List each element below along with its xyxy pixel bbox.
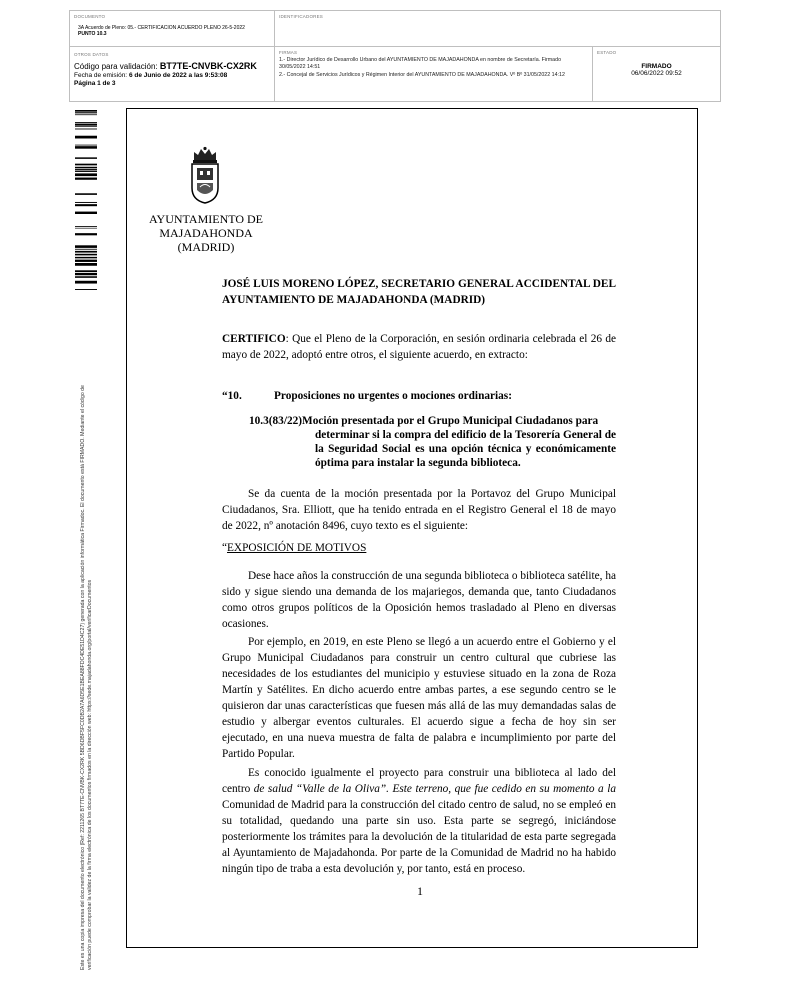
certifico-label: CERTIFICO [222, 333, 286, 345]
letterhead [140, 212, 272, 254]
page-number: 1 [417, 884, 423, 898]
side-note-line-2: verificación puede comprobar la validez de la firma electrónica de los documentos firmados en la dirección web: https://sede.majadahonda.org/portal/verificarDocumentos [87, 579, 93, 970]
identificadores-cell [275, 11, 720, 47]
paragraph-1: Se da cuenta de la moción presentada por la Portavoz del Grupo Municipal Ciudadanos, Sra. Elliott, que ha tenido entrada en el Registro General el 18 de mayo de 2022, nº anotación 8496, cuyo texto es el siguiente: [222, 488, 616, 532]
barcode-image [75, 110, 97, 290]
verification-side-note [80, 290, 94, 970]
identificadores-label: IDENTIFICADORES [279, 14, 324, 19]
status-badge: FIRMADO [641, 63, 672, 70]
motion-title-first: Moción presentada por el Grupo Municipal Ciudadanos para [302, 415, 599, 427]
certifico-text: : Que el Pleno de la Corporación, en sesión ordinaria celebrada el 26 de mayo de 2022, adoptó entre otros, el siguiente acuerdo, en extracto: [222, 333, 616, 361]
paragraph-3: Por ejemplo, en 2019, en este Pleno se llegó a un acuerdo entre el Gobierno y el Grupo Municipal Ciudadanos para construir un centro cultural que cubriese las necesidades de los estudiantes del municipio y estuviese situado en la zona de Roza Martín y Satélites. En dicho acuerdo entre ambas partes, a ese segundo centro se le quisieron dar unas características que fuesen más allá de las muy demandadas salas de estudio y albergar eventos culturales. El acuerdo sigue a fecha de hoy sin ser ejecutado, en una nueva muestra de falta de palabra e incumplimiento por parte del Partido Popular. [222, 636, 616, 760]
paragraph-2: Dese hace años la construcción de una segunda biblioteca o biblioteca satélite, ha sido y sigue siendo una demanda de los majariegos, demanda que, tanto Ciudadanos como otros grupos políticos de la Oposición hemos trasladado al Pleno en diversas ocasiones. [222, 570, 616, 630]
certifico-paragraph [222, 331, 616, 363]
motion-heading [249, 414, 616, 470]
motion-number: 10.3(83/22) [249, 415, 303, 427]
certifier-title: JOSÉ LUIS MORENO LÓPEZ, SECRETARIO GENERAL ACCIDENTAL DEL AYUNTAMIENTO DE MAJADAHONDA (MADRID) [222, 278, 616, 306]
documento-label: DOCUMENTO [74, 14, 106, 19]
signature-2: 2.- Concejal de Servicios Jurídicos y Régimen Interior del AYUNTAMIENTO DE MAJADAHONDA. Vº Bº 31/05/2022 14:12 [279, 72, 565, 79]
side-note-line-1: Este es una copia impresa del documento electrónico (Ref: 2211265 BT7TE-CNVBK-CX2RK 5BD6DBF5FC0DB2A7A6D5E1BEA88FDC4DE51D4C27) generada con la aplicación informática Firmadoc. El documento está FIRMADO. Mediante el código de [80, 385, 86, 970]
emission-date-label: Fecha de emisión: [74, 72, 128, 79]
coat-of-arms-logo [188, 146, 222, 204]
documento-description: 3A Acuerdo de Pleno: 05.- CERTIFICACION ACUERDO PLENO 26-5-2022 [78, 25, 245, 31]
estado-cell [593, 47, 720, 101]
paragraph-4-start: Es conocido igualmente el proyecto para construir una biblioteca al lado del centro [222, 767, 616, 795]
exposicion-heading [222, 540, 616, 556]
firmas-label: FIRMAS [279, 50, 298, 55]
emission-date: 6 de Junio de 2022 a las 9:53:08 [128, 72, 228, 79]
validation-code-line [74, 62, 270, 71]
otros-datos-label: OTROS DATOS [74, 52, 109, 57]
firmas-cell [275, 47, 593, 101]
agenda-point-number: “10. [222, 390, 242, 402]
agenda-point-title: Proposiciones no urgentes o mociones ordinarias: [274, 390, 512, 402]
letterhead-line-1: AYUNTAMIENTO DE [148, 212, 264, 226]
estado-label: ESTADO [597, 50, 617, 55]
agenda-point [222, 388, 616, 404]
emission-date-line [74, 71, 270, 80]
paragraph-4-end: Comunidad de Madrid para la construcción del citado centro de salud, no se empleó en su totalidad, quedando una parte sin uso. Esta parte se segregó, iniciándose posteriormente los trámites para la devolución de la titularidad de esta parte segregada al Ayuntamiento de Majadahonda. Por parte de la Comunidad de Madrid no ha habido ningún tipo de traba a esta devolución y, por tanto, está en proceso. [222, 799, 616, 875]
exposicion-quote: “ [222, 542, 228, 554]
letterhead-line-2: MAJADAHONDA [159, 226, 253, 240]
documento-cell [70, 11, 275, 47]
signature-1: 1.- Director Jurídico de Desarrollo Urbano del AYUNTAMIENTO DE MAJADAHONDA en nombre de Secretaría. Firmado 30/05/2022 14:51 [279, 57, 562, 70]
validation-code-label: Código para validación: [74, 62, 158, 71]
page-count: Página 1 de 3 [74, 80, 116, 87]
letterhead-line-3: (MADRID) [177, 240, 235, 254]
motion-title-rest: determinar si la compra del edificio de la Tesorería General de la Seguridad Social es una opción técnica y económicamente óptima para instalar la segunda biblioteca. [315, 429, 616, 469]
paragraph-4-italic: de salud “Valle de la Oliva”. Este terreno, que fue cedido en su momento a la [253, 783, 616, 795]
paragraph-4 [222, 765, 616, 877]
status-date: 06/06/2022 09:52 [631, 70, 682, 77]
exposicion-title: EXPOSICIÓN DE MOTIVOS [227, 542, 367, 554]
validation-code: BT7TE-CNVBK-CX2RK [159, 61, 257, 71]
document-header-table [69, 10, 721, 102]
otros-datos-cell [70, 47, 275, 101]
documento-point: PUNTO 10.3 [78, 31, 107, 37]
